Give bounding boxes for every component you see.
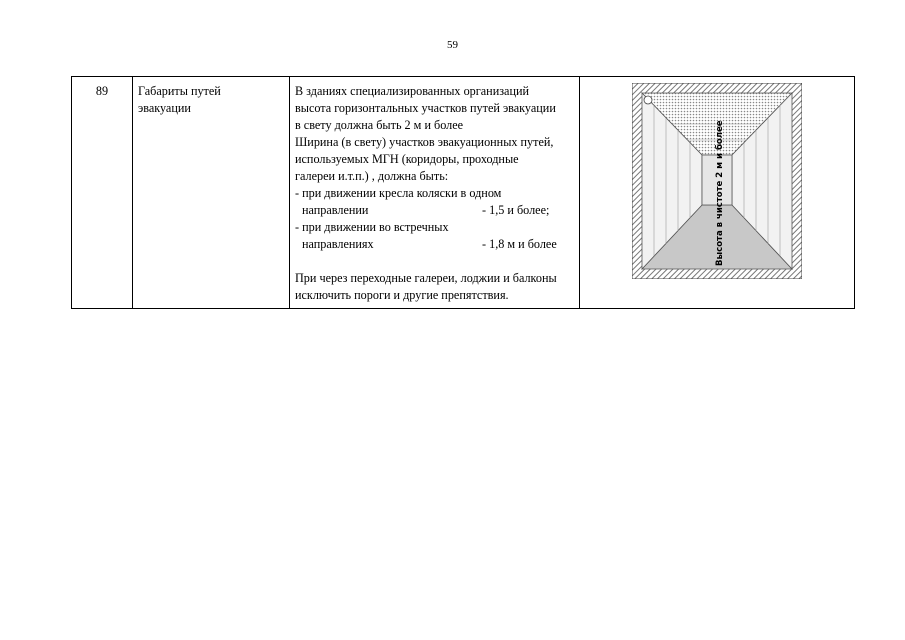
illustration-caption: Высота в чистоте 2 м и более bbox=[715, 120, 725, 266]
text-line: высота горизонтальных участков путей эвакуации bbox=[295, 101, 556, 115]
text-line: Ширина (в свету) участков эвакуационных путей, bbox=[295, 135, 554, 149]
direction-label: направлении bbox=[302, 203, 369, 217]
text-line: исключить пороги и другие препятствия. bbox=[295, 288, 509, 302]
page-number: 59 bbox=[447, 39, 458, 51]
text-line: В зданиях специализированных организаций bbox=[295, 84, 530, 98]
text-line: галереи и.т.п.) , должна быть: bbox=[295, 169, 449, 183]
direction-label: направлениях bbox=[302, 237, 374, 251]
width-requirement-one-way bbox=[295, 202, 574, 219]
width-requirement-two-way bbox=[295, 236, 574, 253]
text-line: используемых МГН (коридоры, проходные bbox=[295, 152, 519, 166]
requirements-table bbox=[71, 76, 855, 309]
requirement-text bbox=[290, 77, 580, 309]
row-title-line: эвакуации bbox=[138, 101, 191, 115]
width-value: - 1,5 и более; bbox=[482, 203, 550, 217]
text-line: - при движении кресла коляски в одном bbox=[295, 186, 502, 200]
row-title bbox=[133, 77, 290, 309]
width-value: - 1,8 м и более bbox=[482, 237, 557, 251]
corridor-illustration bbox=[632, 83, 802, 279]
text-line: - при движении во встречных bbox=[295, 220, 449, 234]
text-line: в свету должна быть 2 м и более bbox=[295, 118, 464, 132]
row-number: 89 bbox=[72, 77, 133, 309]
row-title-line: Габариты путей bbox=[138, 84, 221, 98]
paragraph-gap bbox=[295, 253, 574, 270]
illustration-cell bbox=[580, 77, 855, 309]
text-line: При через переходные галереи, лоджии и балконы bbox=[295, 271, 557, 285]
table-row bbox=[72, 77, 855, 309]
